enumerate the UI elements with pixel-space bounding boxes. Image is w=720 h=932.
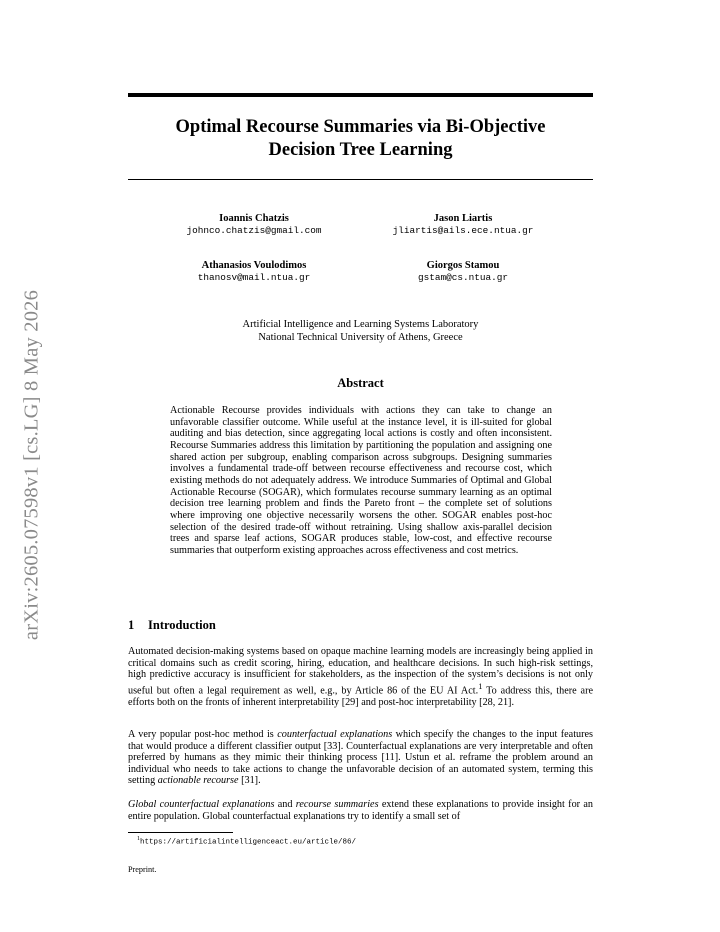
footnote-url[interactable]: https://artificialintelligenceact.eu/article/86/ bbox=[140, 838, 357, 847]
title-line-2: Decision Tree Learning bbox=[268, 140, 453, 160]
p1-text-b: To address this, there are efforts both on the fronts of inherent interpretability [29] and post-hoc interpretability [28, 21]. bbox=[128, 685, 593, 708]
intro-paragraph-1 bbox=[128, 646, 593, 708]
paper-title bbox=[128, 116, 593, 162]
author-email: jliartis@ails.ece.ntua.gr bbox=[392, 225, 534, 236]
p3-emph-a: Global counterfactual explanations bbox=[128, 799, 275, 810]
footnote-mark: 1 bbox=[137, 836, 140, 842]
abstract-text: Actionable Recourse provides individuals with actions they can take to change an unfavorable classifier outcome. While useful at the instance level, it is ill-suited for global auditing and bias detection, since aggregating local actions is costly and often inconsistent. Recourse Summaries address this limitation by partitioning the population and assigning one shared action per subgroup, enabling comparison across subgroups. Designing summaries involves a fundamental trade-off between recourse effectiveness and recourse cost, which existing methods do not adequately address. We introduce Summaries of Optimal and Global Actionable Recourse (SOGAR), which formulates recourse summary learning as an optimal decision tree learning problem and finds the Pareto front – the complete set of solutions where improving one objective necessarily worsens the other. SOGAR enables post-hoc selection of the desired trade-off without retraining. Using shallow axis-parallel decision trees and sparse leaf actions, SOGAR produces stable, low-cost, and effective recourse summaries that outperform existing approaches across effectiveness and cost metrics. bbox=[170, 405, 552, 556]
author-block bbox=[144, 259, 364, 284]
author-block bbox=[144, 212, 364, 237]
author-name: Athanasios Voulodimos bbox=[201, 260, 307, 271]
p2-text-a: A very popular post-hoc method is bbox=[128, 729, 278, 740]
p3-text-b: extend these explanations to provide insight for an entire population. Global counterfactual explanations try to identify a small set of bbox=[128, 799, 593, 822]
p2-emph-a: counterfactual explanations bbox=[277, 729, 393, 740]
author-email: thanosv@mail.ntua.gr bbox=[197, 272, 311, 283]
p3-emph-b: recourse summaries bbox=[295, 799, 379, 810]
arxiv-identifier bbox=[0, 0, 60, 932]
intro-paragraph-2 bbox=[128, 729, 593, 787]
author-block bbox=[353, 259, 573, 284]
author-name: Ioannis Chatzis bbox=[219, 213, 289, 224]
arxiv-id-text: arXiv:2605.07598v1 [cs.LG] 8 May 2026 bbox=[20, 289, 43, 641]
author-email: gstam@cs.ntua.gr bbox=[417, 272, 508, 283]
footnote bbox=[137, 836, 356, 847]
p2-emph-b: actionable recourse bbox=[157, 775, 239, 787]
section-title: Introduction bbox=[148, 618, 216, 632]
affiliation-line-1: Artificial Intelligence and Learning Systems Laboratory bbox=[242, 319, 479, 330]
author-block bbox=[353, 212, 573, 237]
section-heading bbox=[128, 618, 216, 633]
author-email: johnco.chatzis@gmail.com bbox=[186, 225, 322, 236]
intro-paragraph-3 bbox=[128, 799, 593, 822]
author-name: Jason Liartis bbox=[433, 213, 493, 224]
title-line-1: Optimal Recourse Summaries via Bi-Objective bbox=[175, 117, 546, 137]
affiliation bbox=[128, 318, 593, 344]
preprint-label: Preprint. bbox=[128, 865, 157, 874]
title-top-rule bbox=[128, 93, 593, 97]
footnote-rule bbox=[128, 832, 233, 833]
p2-text-b: which specify the changes to the input features that would produce a different classifier output [33]. Counterfactual explanations are very interpretable and often preferred by humans as they mimic their thinking process [11]. Ustun et al. reframe the problem around an individual who needs to take actions to change the unfavorable decision of an automated system, terming this setting bbox=[128, 729, 594, 787]
affiliation-line-2: National Technical University of Athens, Greece bbox=[258, 332, 463, 343]
section-number: 1 bbox=[128, 618, 135, 632]
title-bottom-rule bbox=[128, 179, 593, 180]
p1-text-a: Automated decision-making systems based on opaque machine learning models are increasingly being applied in critical domains such as credit scoring, hiring, education, and healthcare decisions. In such high-risk settings, high predictive accuracy is insufficient for stakeholders, as the inspection of the system’s decisions is not only useful but often a legal requirement as well, e.g., by Article 86 of the EU AI Act. bbox=[128, 646, 593, 697]
p2-text-c: [31]. bbox=[238, 775, 261, 787]
author-name: Giorgos Stamou bbox=[426, 260, 500, 271]
footnote-ref: 1 bbox=[478, 680, 483, 691]
abstract-heading: Abstract bbox=[337, 376, 384, 390]
p3-text-a: and bbox=[274, 799, 296, 810]
